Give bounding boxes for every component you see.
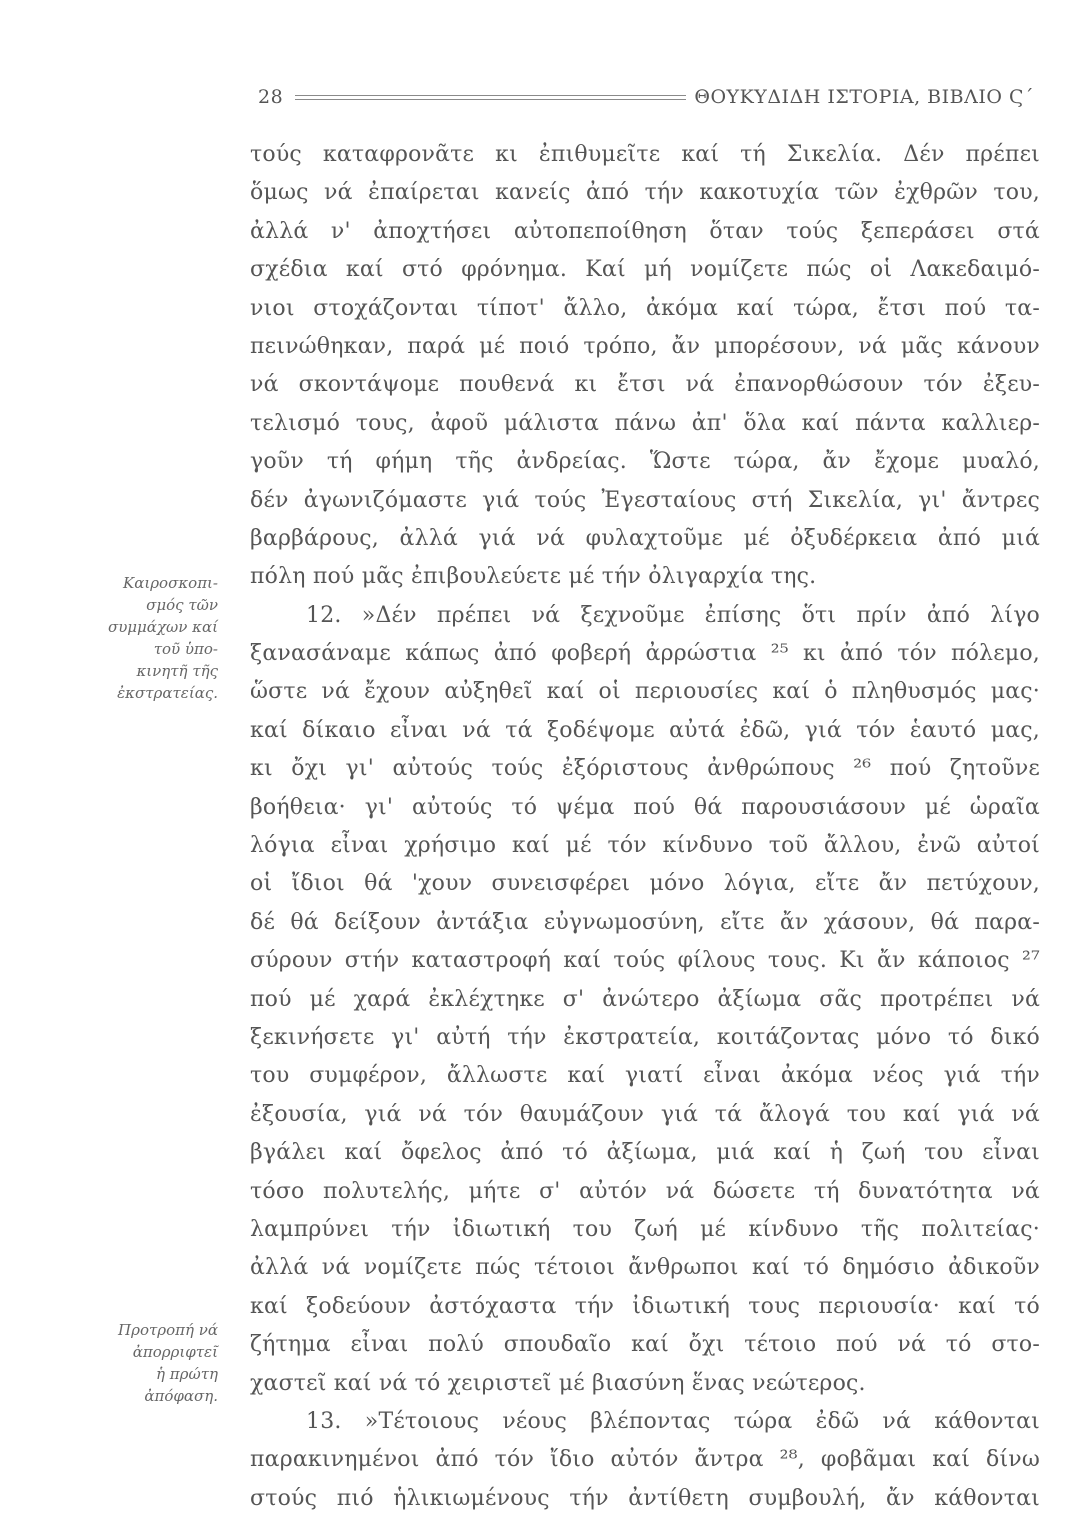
text-line: πόλη πού μᾶς ἐπιβουλεύετε μέ τήν ὀλιγαρχία της. xyxy=(250,564,817,590)
margin-note-line: τοῦ ὑπο- xyxy=(153,640,218,658)
text-line: νιοι στοχάζονται τίποτ' ἄλλο, ἀκόμα καί τώρα, ἔτσι πού τα- xyxy=(250,295,1040,321)
section-13-start: 13. »Τέτοιους νέους βλέποντας τώρα ἐδῶ νά κάθονται xyxy=(306,1408,1040,1434)
text-line: χαστεῖ καί νά τό χειριστεῖ μέ βιασύνη ἕνας νεώτερος. xyxy=(250,1370,866,1396)
text-line: ὅμως νά ἐπαίρεται κανείς ἀπό τήν κακοτυχία τῶν ἐχθρῶν του, xyxy=(250,180,1040,206)
text-line: βοήθεια· γι' αὐτούς τό ψέμα πού θά παρουσιάσουν μέ ὡραῖα xyxy=(250,794,1040,820)
text-line: λαμπρύνει τήν ἰδιωτική του ζωή μέ κίνδυνο τῆς πολιτείας· xyxy=(250,1216,1040,1242)
page-number: 28 xyxy=(258,86,284,108)
text-line: ξανασάναμε κάπως ἀπό φοβερή ἀρρώστια ²⁵ κι ἀπό τόν πόλεμο, xyxy=(250,641,1040,667)
text-line: τελισμό τους, ἀφοῦ μάλιστα πάνω ἀπ' ὅλα καί πάντα καλλιερ- xyxy=(250,410,1040,436)
running-header xyxy=(258,84,1034,110)
text-line: καί ξοδεύουν ἀστόχαστα τήν ἰδιωτική τους περιουσία· καί τό xyxy=(250,1293,1040,1319)
text-line: οἱ ἴδιοι θά 'χουν συνεισφέρει μόνο λόγια, εἴτε ἄν πετύχουν, xyxy=(250,871,1040,897)
header-rule xyxy=(295,95,686,100)
text-line: του συμφέρον, ἄλλωστε καί γιατί εἶναι ἀκόμα νέος γιά τήν xyxy=(250,1063,1040,1089)
text-line: τούς καταφρονᾶτε κι ἐπιθυμεῖτε καί τή Σικελία. Δέν πρέπει xyxy=(250,142,1040,167)
body-text xyxy=(250,136,1040,1518)
text-line: σύρουν στήν καταστροφή καί τούς φίλους τους. Κι ἄν κάποιος ²⁷ xyxy=(250,948,1040,974)
text-line: ὥστε νά ἔχουν αὐξηθεῖ καί οἱ περιουσίες καί ὁ πληθυσμός μας· xyxy=(250,679,1040,705)
text-line: κι ὄχι γι' αὐτούς τούς ἐξόριστους ἀνθρώπους ²⁶ πού ζητοῦνε xyxy=(250,756,1040,782)
text-line: γοῦν τή φήμη τῆς ἀνδρείας. Ὥστε τώρα, ἄν ἔχομε μυαλό, xyxy=(250,449,1040,475)
text-line: νά σκοντάψομε πουθενά κι ἔτσι νά ἐπανορθώσουν τόν ἐξευ- xyxy=(250,372,1040,398)
margin-note-line: ἀπόφαση. xyxy=(144,1387,218,1405)
text-line: δέ θά δείξουν ἀντάξια εὐγνωμοσύνη, εἴτε ἄν χάσουν, θά παρα- xyxy=(250,909,1040,935)
text-line: ἀλλά ν' ἀποχτήσει αὐτοπεποίθηση ὅταν τούς ξεπεράσει στά xyxy=(250,218,1040,244)
text-line: καί δίκαιο εἶναι νά τά ξοδέψομε αὐτά ἐδῶ, γιά τόν ἑαυτό μας, xyxy=(250,717,1040,743)
section-12-start: 12. »Δέν πρέπει νά ξεχνοῦμε ἐπίσης ὅτι πρίν ἀπό λίγο xyxy=(306,602,1040,628)
text-line: στούς πιό ἡλικιωμένους τήν ἀντίθετη συμβουλή, ἄν κάθονται xyxy=(250,1485,1040,1511)
text-line: σχέδια καί στό φρόνημα. Καί μή νομίζετε πώς οἱ Λακεδαιμό- xyxy=(250,257,1040,283)
margin-note-reject-decision xyxy=(70,1319,218,1407)
text-line: ζήτημα εἶναι πολύ σπουδαῖο καί ὄχι τέτοιο πού νά τό στο- xyxy=(250,1332,1040,1358)
running-title: ΘΟΥΚΥΔΙΔΗ ΙΣΤΟΡΙΑ, ΒΙΒΛΙΟ Ϛ΄ xyxy=(694,86,1034,108)
margin-note-line: κινητῆ τῆς xyxy=(136,662,218,680)
margin-note-line: Καιροσκοπι- xyxy=(123,574,218,592)
text-line: λόγια εἶναι χρήσιμο καί μέ τόν κίνδυνο τοῦ ἄλλου, ἐνῶ αὐτοί xyxy=(250,833,1040,859)
margin-note-line: Προτροπή νά xyxy=(118,1321,218,1339)
margin-note-line: σμός τῶν xyxy=(146,596,218,614)
text-line: πού μέ χαρά ἐκλέχτηκε σ' ἀνώτερο ἀξίωμα σᾶς προτρέπει νά xyxy=(250,986,1040,1012)
text-line: δέν ἀγωνιζόμαστε γιά τούς Ἐγεσταίους στή Σικελία, γι' ἄντρες xyxy=(250,487,1040,513)
text-line: ἐξουσία, γιά νά τόν θαυμάζουν γιά τά ἄλογά του καί γιά νά xyxy=(250,1101,1040,1127)
margin-note-line: ἀπορριφτεῖ xyxy=(132,1343,218,1361)
text-line: ἀλλά νά νομίζετε πώς τέτοιοι ἄνθρωποι καί τό δημόσιο ἀδικοῦν xyxy=(250,1255,1040,1281)
margin-note-opportunism xyxy=(70,572,218,704)
margin-note-line: ἐκστρατείας. xyxy=(117,684,218,702)
text-line: βαρβάρους, ἀλλά γιά νά φυλαχτοῦμε μέ ὀξυδέρκεια ἀπό μιά xyxy=(250,525,1040,551)
margin-note-line: συμμάχων καί xyxy=(107,618,218,636)
text-line: βγάλει καί ὄφελος ἀπό τό ἀξίωμα, μιά καί ἡ ζωή του εἶναι xyxy=(250,1140,1040,1166)
margin-note-line: ἡ πρώτη xyxy=(156,1365,218,1383)
text-line: ξεκινήσετε γι' αὐτή τήν ἐκστρατεία, κοιτάζοντας μόνο τό δικό xyxy=(250,1024,1040,1050)
text-line: παρακινημένοι ἀπό τόν ἴδιο αὐτόν ἄντρα ²⁸, φοβᾶμαι καί δίνω xyxy=(250,1447,1040,1473)
text-line: πεινώθηκαν, παρά μέ ποιό τρόπο, ἄν μπορέσουν, νά μᾶς κάνουν xyxy=(250,333,1040,359)
text-line: τόσο πολυτελής, μήτε σ' αὐτόν νά δώσετε τή δυνατότητα νά xyxy=(250,1178,1040,1204)
